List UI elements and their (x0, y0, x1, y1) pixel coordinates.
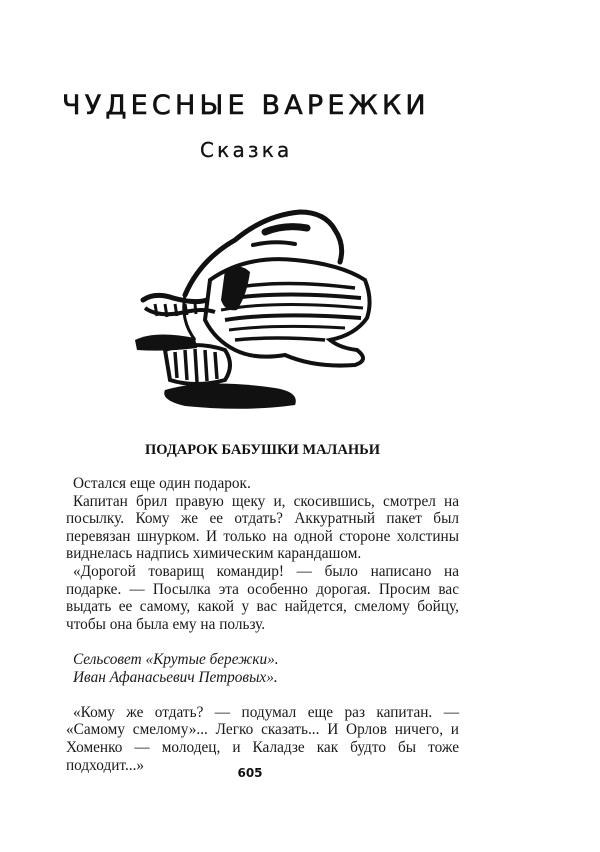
spacer (66, 686, 459, 704)
paragraph: «Дорогой товарищ командир! — было написано на подарке. — Посылка эта особенно дорогая. Просим вас выдать ее самому, какой у вас найдется, смелому бойцу, чтобы она была ему на пользу. (66, 562, 459, 633)
paragraph: Остался еще один подарок. (73, 475, 251, 492)
spacer (66, 633, 459, 651)
section-heading: ПОДАРОК БАБУШКИ МАЛАНЬИ (145, 442, 380, 458)
signature-line: Сельсовет «Крутые бережки». (73, 650, 279, 668)
paragraph: Капитан брил правую щеку и, скосившись, смотрел на посылку. Кому же ее отдать? Аккуратный пакет был перевязан шнурком. И только на одной стороне холстины виднелась надпись химическим карандашом. (66, 492, 459, 563)
story-title: ЧУДЕСНЫЕ ВАРЕЖКИ (62, 90, 430, 121)
paragraph: «Кому же отдать? — подумал еще раз капитан. — «Самому смелому»... Легко сказать... И Орлов ничего, и Хоменко — молодец, и Каладзе как будто бы тоже подходит...» (66, 703, 459, 774)
signature-line: Иван Афанасьевич Петровых». (73, 668, 278, 686)
mittens-illustration-icon (125, 200, 385, 420)
page-number: 605 (237, 766, 263, 780)
body-text (66, 475, 459, 774)
story-subtitle: Сказка (200, 138, 293, 162)
